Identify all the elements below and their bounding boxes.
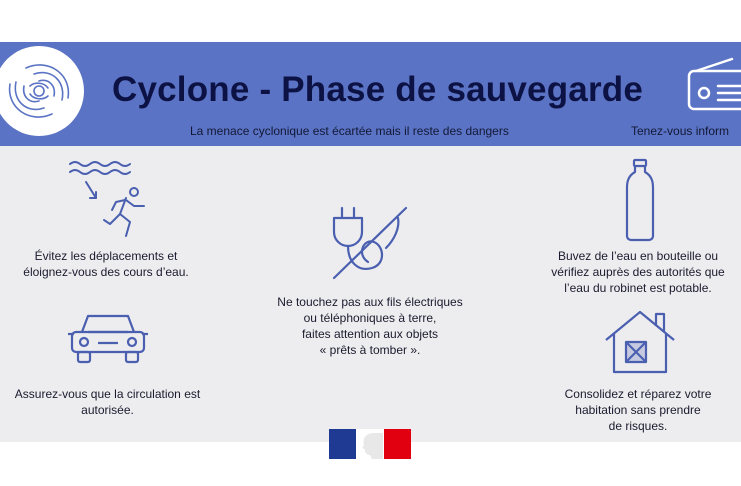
cyclone-logo (0, 46, 84, 136)
house-advice-text: Consolidez et réparez votre habitation sans prendre de risques. (564, 387, 712, 433)
wires-advice-text: Ne touchez pas aux fils électriques ou téléphoniques à terre, faites attention aux objets « prêts à tomber ». (277, 295, 463, 357)
page-title: Cyclone - Phase de sauvegarde (112, 70, 644, 109)
flood-running-person-icon (68, 158, 158, 242)
header-banner (0, 42, 741, 146)
marianne-profile-icon (356, 429, 383, 459)
stay-informed-text: Tenez-vous inform (631, 124, 730, 138)
no-plug-icon (328, 206, 414, 280)
traffic-advice-text: Assurez-vous que la circulation est autorisée. (14, 387, 201, 417)
water-advice-text: Buvez de l’eau en bouteille ou vérifiez auprès des autorités que l’eau du robinet est potable. (551, 249, 725, 295)
car-icon (66, 312, 150, 366)
bottle-icon (620, 158, 660, 242)
cyclone-icon (4, 56, 74, 126)
radio-icon (686, 57, 741, 113)
page-subtitle: La menace cyclonique est écartée mais il reste des dangers (190, 124, 509, 138)
flood-advice-text: Évitez les déplacements et éloignez-vous des cours d’eau. (23, 249, 189, 279)
french-republic-flag-icon (329, 429, 411, 459)
house-icon (604, 310, 676, 374)
